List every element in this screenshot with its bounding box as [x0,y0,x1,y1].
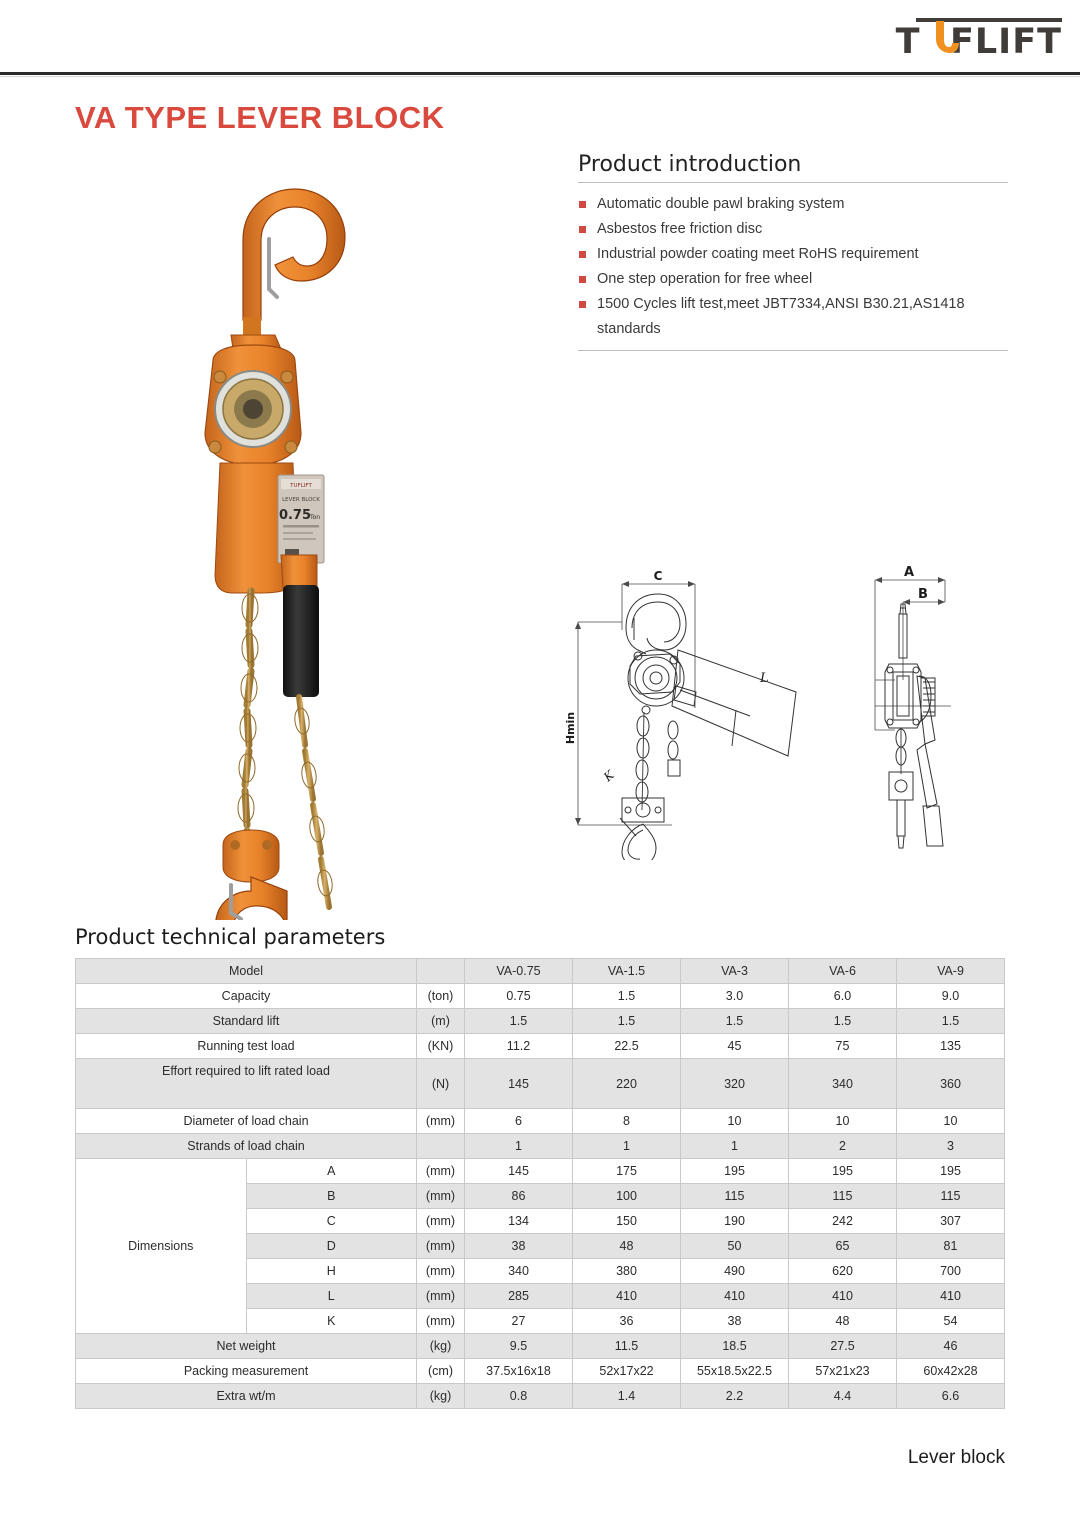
cell-value: 86 [465,1184,573,1209]
bullet-square-icon [579,301,586,308]
list-item [578,242,1008,267]
tuflift-logo [896,22,1062,62]
dim-label-a: A [903,565,915,580]
cell-value: 52x17x22 [573,1359,681,1384]
cell-value: 81 [897,1234,1005,1259]
intro-heading: Product introduction [578,152,802,177]
cell-value: VA-0.75 [465,959,573,984]
list-item [578,267,1008,292]
cell-value: 3.0 [681,984,789,1009]
cell-value: 490 [681,1259,789,1284]
cell-value: 75 [789,1034,897,1059]
cell-value: 55x18.5x22.5 [681,1359,789,1384]
cell-value: 9.0 [897,984,1005,1009]
cell-value: 220 [573,1059,681,1109]
cell-value: 27 [465,1309,573,1334]
cell-value: 18.5 [681,1334,789,1359]
page-title: VA TYPE LEVER BLOCK [75,100,445,135]
table-row-chain-strands [76,1134,1005,1159]
cell-value: 60x42x28 [897,1359,1005,1384]
cell-value: 11.5 [573,1334,681,1359]
cell-value: 307 [897,1209,1005,1234]
dim-letter: B [246,1184,417,1209]
cell-value: 340 [465,1259,573,1284]
cell-value: 22.5 [573,1034,681,1059]
intro-bullet-text: Asbestos free friction disc [597,221,763,237]
cell-value: 54 [897,1309,1005,1334]
cell-value: 27.5 [789,1334,897,1359]
cell-value: 145 [465,1059,573,1109]
intro-divider-top [578,182,1008,183]
footer-caption: Lever block [907,1447,1005,1468]
cell-value: 48 [789,1309,897,1334]
svg-text:TUFLIFT: TUFLIFT [290,483,312,489]
dim-letter: K [246,1309,417,1334]
cell-value: 3 [897,1134,1005,1159]
cell-value: 150 [573,1209,681,1234]
header-bar [0,0,1080,73]
cell-value: 1.4 [573,1384,681,1409]
row-label: Net weight [76,1334,417,1359]
cell-value: 410 [681,1284,789,1309]
cell-value: 10 [897,1109,1005,1134]
row-label: Packing measurement [76,1359,417,1384]
spec-table-wrapper [75,958,1005,1409]
cell-value: 700 [897,1259,1005,1284]
cell-value: 4.4 [789,1384,897,1409]
table-row-capacity [76,984,1005,1009]
cell-value: 1.5 [573,984,681,1009]
load-chain-left [245,591,251,853]
row-unit: (N) [417,1059,465,1109]
row-unit: (kg) [417,1334,465,1359]
dim-letter: C [246,1209,417,1234]
row-unit: (mm) [417,1284,465,1309]
params-heading: Product technical parameters [75,925,386,949]
cell-value: 100 [573,1184,681,1209]
bullet-square-icon [579,251,586,258]
cell-value: 11.2 [465,1034,573,1059]
cell-value: VA-3 [681,959,789,984]
cell-value: 410 [789,1284,897,1309]
table-row-chain-diameter [76,1109,1005,1134]
intro-bullet-text: 1500 Cycles lift test,meet JBT7334,ANSI B30.21,AS1418 standards [597,296,965,337]
row-label: Capacity [76,984,417,1009]
cell-value: 9.5 [465,1334,573,1359]
cell-value: 57x21x23 [789,1359,897,1384]
row-unit: (cm) [417,1359,465,1384]
cell-value: 145 [465,1159,573,1184]
intro-bullet-text: Automatic double pawl braking system [597,196,845,212]
cell-value: 195 [897,1159,1005,1184]
dim-label-k: K [600,767,617,785]
dim-letter: A [246,1159,417,1184]
cell-value: 6 [465,1109,573,1134]
list-item [578,217,1008,242]
row-unit: (KN) [417,1034,465,1059]
row-unit: (kg) [417,1384,465,1409]
cell-value: 380 [573,1259,681,1284]
cell-value: 48 [573,1234,681,1259]
dimensions-group-label: Dimensions [76,1159,247,1334]
dim-letter: L [246,1284,417,1309]
cell-value: 195 [681,1159,789,1184]
cell-value: 1.5 [897,1009,1005,1034]
cell-value: 115 [897,1184,1005,1209]
bullet-square-icon [579,201,586,208]
cell-value: 175 [573,1159,681,1184]
cell-value: 340 [789,1059,897,1109]
cell-value: 1.5 [573,1009,681,1034]
product-rating-label [278,475,324,563]
intro-divider-bottom [578,350,1008,351]
table-row-extra-weight [76,1384,1005,1409]
header-divider-light [0,76,1080,77]
table-row-model [76,959,1005,984]
row-label: Running test load [76,1034,417,1059]
cell-value: 1.5 [789,1009,897,1034]
table-row-net-weight [76,1334,1005,1359]
cell-value: 38 [465,1234,573,1259]
cell-value: 115 [681,1184,789,1209]
cell-value: 6.0 [789,984,897,1009]
cell-value: 2.2 [681,1384,789,1409]
hook-icon [930,19,960,61]
cell-value: 135 [897,1034,1005,1059]
table-row-standard-lift [76,1009,1005,1034]
cell-value: 285 [465,1284,573,1309]
dim-label-hmin: Hmin [564,711,577,745]
logo-wordmark [895,21,1062,62]
cell-value: 1.5 [681,1009,789,1034]
cell-value: 6.6 [897,1384,1005,1409]
cell-value: 37.5x16x18 [465,1359,573,1384]
cell-value: 620 [789,1259,897,1284]
row-label: Standard lift [76,1009,417,1034]
cell-value: 45 [681,1034,789,1059]
row-unit: (ton) [417,984,465,1009]
table-row-running-test-load [76,1034,1005,1059]
cell-value: 50 [681,1234,789,1259]
cell-value: 195 [789,1159,897,1184]
cell-value: 2 [789,1134,897,1159]
bullet-square-icon [579,226,586,233]
cell-value: 134 [465,1209,573,1234]
cell-value: 0.75 [465,984,573,1009]
header-divider [0,72,1080,75]
hand-chain-right-links [293,707,333,897]
cell-value: 8 [573,1109,681,1134]
cell-value: 360 [897,1059,1005,1109]
row-unit [417,959,465,984]
cell-value: 46 [897,1334,1005,1359]
cell-value: VA-6 [789,959,897,984]
bullet-square-icon [579,276,586,283]
svg-text:0.75: 0.75 [278,508,312,523]
cell-value: 36 [573,1309,681,1334]
cell-value: 65 [789,1234,897,1259]
list-item [578,292,1008,342]
cell-value: 1 [681,1134,789,1159]
row-label: Diameter of load chain [76,1109,417,1134]
logo-letter-t: T [895,21,921,62]
logo-letters-flift: FLIFT [949,21,1062,62]
cell-value: 115 [789,1184,897,1209]
cell-value: 0.8 [465,1384,573,1409]
cell-value: 190 [681,1209,789,1234]
cell-value: 410 [573,1284,681,1309]
row-unit: (mm) [417,1259,465,1284]
row-unit: (mm) [417,1309,465,1334]
cell-value: 10 [681,1109,789,1134]
list-item [578,192,1008,217]
row-label: Extra wt/m [76,1384,417,1409]
cell-value: 38 [681,1309,789,1334]
lever-handle-graphic [281,555,319,697]
row-unit: (mm) [417,1234,465,1259]
dim-letter: D [246,1234,417,1259]
cell-value: 410 [897,1284,1005,1309]
cell-value: VA-1.5 [573,959,681,984]
intro-bullet-text: Industrial powder coating meet RoHS requirement [597,246,919,262]
row-unit: (mm) [417,1159,465,1184]
row-label: Strands of load chain [76,1134,417,1159]
row-unit: (mm) [417,1109,465,1134]
product-introduction-panel [578,152,1008,351]
dim-label-b: B [918,587,928,602]
cell-value: 1 [465,1134,573,1159]
intro-bullet-text: One step operation for free wheel [597,271,813,287]
bottom-hook-graphic [216,830,287,920]
cell-value: VA-9 [897,959,1005,984]
row-unit: (mm) [417,1184,465,1209]
product-photo [165,185,445,920]
cell-value: 242 [789,1209,897,1234]
cell-value: 1.5 [465,1009,573,1034]
intro-feature-list [578,192,1008,342]
row-unit [417,1134,465,1159]
table-row-effort-required [76,1059,1005,1109]
row-unit: (m) [417,1009,465,1034]
hand-chain-right [299,697,329,907]
table-row-packing-measurement [76,1359,1005,1384]
svg-text:Ton: Ton [309,514,321,521]
cell-value: 10 [789,1109,897,1134]
table-row-dim-a [76,1159,1005,1184]
top-hook-graphic [243,189,345,335]
front-view-drawing [855,560,1030,860]
side-view-drawing [560,560,860,860]
row-label: Model [76,959,417,984]
dim-label-c: C [653,569,663,583]
spec-table [75,958,1005,1409]
dim-label-l: L [760,671,769,686]
svg-text:LEVER BLOCK: LEVER BLOCK [282,497,320,503]
row-unit: (mm) [417,1209,465,1234]
row-label: Effort required to lift rated load [76,1059,417,1109]
cell-value: 320 [681,1059,789,1109]
cell-value: 1 [573,1134,681,1159]
dim-letter: H [246,1259,417,1284]
